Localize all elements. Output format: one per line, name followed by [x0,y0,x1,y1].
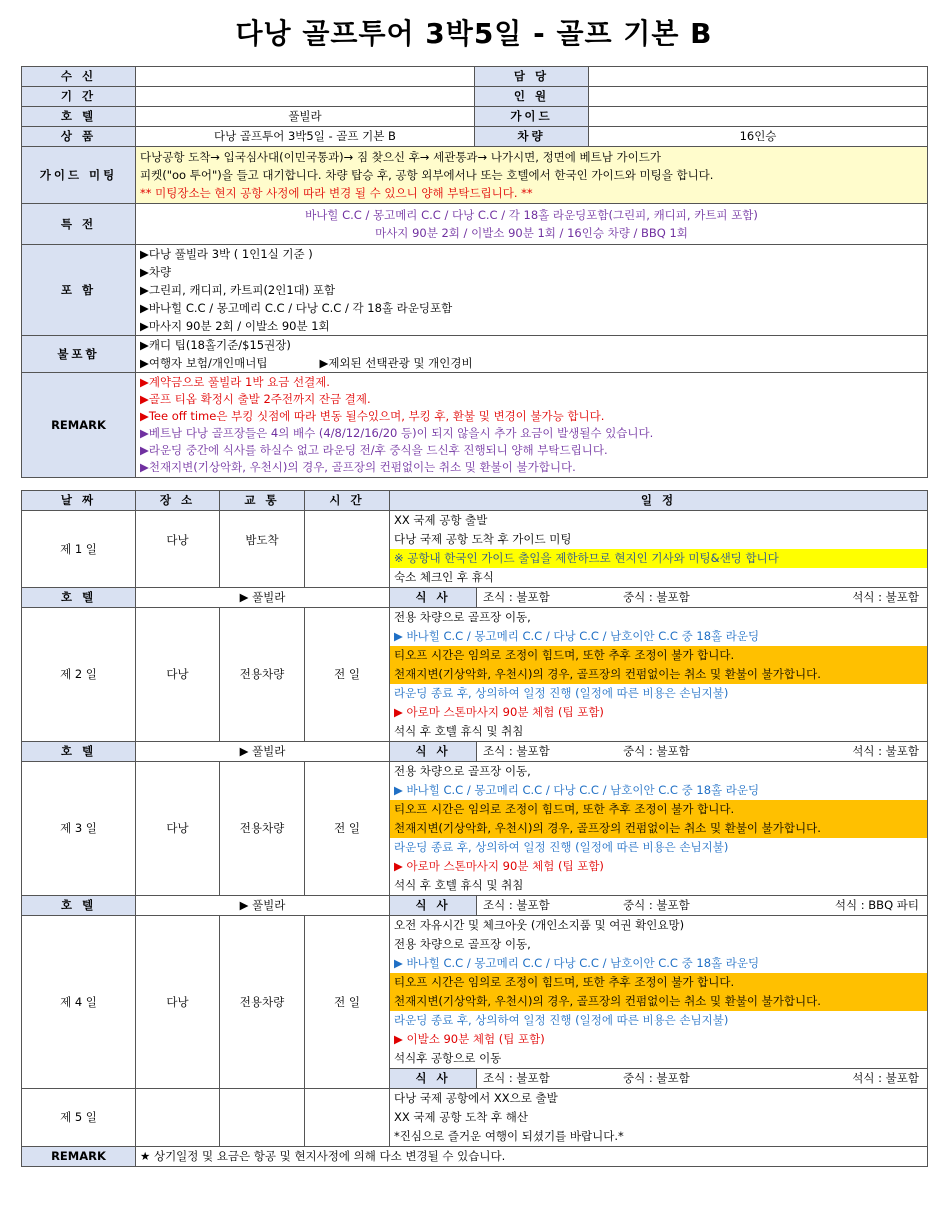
day2-massage: ▶ 아로마 스톤마사지 90분 체험 (팁 포함) [390,703,928,722]
hotel-value: 풀빌라 [136,107,475,127]
day1-place: 다낭 [136,511,220,588]
day5-line: 다낭 국제 공항에서 XX으로 출발 [390,1089,928,1109]
meal-dinner: 석식 : 불포함 [852,590,919,604]
day3-label: 제 3 일 [22,762,136,896]
day3-hotel-value: ▶ 풀빌라 [136,896,390,916]
meeting-line: 피켓("oo 투어")을 들고 대기합니다. 차량 탑승 후, 공항 외부에서나 또는 호텔에서 한국인 가이드와 미팅을 합니다. [140,168,714,182]
page-title: 다낭 골프투어 3박5일 - 골프 기본 B [235,17,713,50]
meal-label: 식 사 [390,588,477,607]
include-content [136,245,928,336]
header-time: 시 간 [305,491,390,511]
manager-label: 담 당 [475,67,589,87]
day5-label: 제 5 일 [22,1089,136,1147]
day2-teeoff-notice: 티오프 시간은 임의로 조정이 힘드며, 또한 추후 조정이 불가 합니다. [390,646,928,665]
day4-time: 전 일 [305,916,390,1089]
remark-line: ▶천재지변(기상악화, 우천시)의 경우, 골프장의 컨펌없이는 취소 및 환불이 불가합니다. [140,460,576,474]
day1-hotel-value: ▶ 풀빌라 [136,588,390,608]
day3-line: 전용 차량으로 골프장 이동, [390,762,928,782]
day3-course: ▶ 바나힐 C.C / 몽고메리 C.C / 다낭 C.C / 남호이안 C.C 중 18홀 라운딩 [390,781,928,800]
day5-time [305,1089,390,1147]
special-line: 바나힐 C.C / 몽고메리 C.C / 다낭 C.C / 각 18홀 라운딩포함(그린피, 캐디피, 카트피 포함) [305,208,758,222]
include-line: ▶바나힐 C.C / 몽고메리 C.C / 다낭 C.C / 각 18홀 라운딩포함 [140,301,453,315]
day3-line: 석식 후 호텔 휴식 및 취침 [390,876,928,896]
day1-time [305,511,390,588]
header-transport: 교 통 [220,491,305,511]
period-value [136,87,475,107]
exclude-label: 불포함 [22,336,136,373]
meeting-line: 다낭공항 도착→ 입국심사대(이민국통과)→ 짐 찾으신 후→ 세관통과→ 나가시면, 정면에 베트남 가이드가 [140,150,661,164]
header-place: 장 소 [136,491,220,511]
day4-weather-notice: 천재지변(기상악화, 우천시)의 경우, 골프장의 컨펌없이는 취소 및 환불이 불가합니다. [390,992,928,1011]
day4-place: 다낭 [136,916,220,1089]
meal-lunch: 중식 : 불포함 [623,590,690,604]
exclude-content [136,336,928,373]
meal-label: 식 사 [390,896,477,915]
meal-dinner: 석식 : BBQ 파티 [834,898,919,912]
day2-course: ▶ 바나힐 C.C / 몽고메리 C.C / 다낭 C.C / 남호이안 C.C 중 18홀 라운딩 [390,627,928,646]
day2-time: 전 일 [305,608,390,742]
guide-value [589,107,928,127]
meal-breakfast: 조식 : 불포함 [483,898,550,912]
include-line: ▶마사지 90분 2회 / 이발소 90분 1회 [140,319,330,333]
day2-meals [390,742,928,762]
meeting-notice: ** 미팅장소는 현지 공항 사정에 따라 변경 될 수 있으니 양해 부탁드립니다. ** [140,186,533,200]
meal-lunch: 중식 : 불포함 [623,1071,690,1085]
day2-line: 석식 후 호텔 휴식 및 취침 [390,722,928,742]
day3-weather-notice: 천재지변(기상악화, 우천시)의 경우, 골프장의 컨펌없이는 취소 및 환불이 불가합니다. [390,819,928,838]
period-label: 기 간 [22,87,136,107]
remark-line: ▶골프 티옵 확정시 출발 2주전까지 잔금 결제. [140,392,371,406]
special-line: 마사지 90분 2회 / 이발소 90분 1회 / 16인승 차량 / BBQ 1회 [375,226,688,240]
meal-label: 식 사 [390,742,477,761]
day3-time: 전 일 [305,762,390,896]
include-line: ▶차량 [140,265,172,279]
remark-content [136,373,928,478]
meal-breakfast: 조식 : 불포함 [483,590,550,604]
remark-line: ▶계약금으로 풀빌라 1박 요금 선결제. [140,375,330,389]
day4-barber: ▶ 이발소 90분 체험 (팁 포함) [390,1030,928,1049]
day1-label: 제 1 일 [22,511,136,588]
day1-notice: ※ 공항내 한국인 가이드 출입을 제한하므로 현지인 기사와 미팅&샌딩 합니다 [390,549,928,568]
recipient-label: 수 신 [22,67,136,87]
hotel-label: 호 텔 [22,107,136,127]
meal-label: 식 사 [390,1069,477,1088]
guide-label: 가이드 [475,107,589,127]
product-value: 다낭 골프투어 3박5일 - 골프 기본 B [136,127,475,147]
vehicle-value: 16인승 [589,127,928,147]
people-value [589,87,928,107]
day1-meals [390,588,928,608]
special-content [136,204,928,245]
meal-breakfast: 조식 : 불포함 [483,1071,550,1085]
day2-hotel-value: ▶ 풀빌라 [136,742,390,762]
exclude-item: ▶여행자 보험/개인매너팁 [140,356,268,370]
day4-line: 오전 자유시간 및 체크아웃 (개인소지품 및 여권 확인요망) [390,916,928,936]
day3-teeoff-notice: 티오프 시간은 임의로 조정이 힘드며, 또한 추후 조정이 불가 합니다. [390,800,928,819]
header-itinerary: 일 정 [390,491,928,511]
day2-weather-notice: 천재지변(기상악화, 우천시)의 경우, 골프장의 컨펌없이는 취소 및 환불이 불가합니다. [390,665,928,684]
include-label: 포 함 [22,245,136,336]
schedule-table [21,490,928,1167]
day3-meals [390,896,928,916]
day5-line: *진심으로 즐거운 여행이 되셨기를 바랍니다.* [390,1127,928,1147]
day3-place: 다낭 [136,762,220,896]
day3-hotel-label: 호 텔 [22,896,136,916]
day3-line: 라운딩 종료 후, 상의하여 일정 진행 (일정에 따른 비용은 손님지불) [390,838,928,857]
day4-course: ▶ 바나힐 C.C / 몽고메리 C.C / 다낭 C.C / 남호이안 C.C 중 18홀 라운딩 [390,954,928,973]
day2-place: 다낭 [136,608,220,742]
day2-hotel-label: 호 텔 [22,742,136,762]
schedule-remark-label: REMARK [22,1147,136,1167]
day2-label: 제 2 일 [22,608,136,742]
meal-breakfast: 조식 : 불포함 [483,744,550,758]
header-date: 날 짜 [22,491,136,511]
day4-transport: 전용차량 [220,916,305,1089]
remark-line: ▶Tee off time은 부킹 싯점에 따라 변동 될수있으며, 부킹 후, 환불 및 변경이 불가능 합니다. [140,409,605,423]
day4-line: 석식후 공항으로 이동 [390,1049,928,1069]
day4-label: 제 4 일 [22,916,136,1089]
meeting-label: 가이드 미팅 [22,147,136,204]
exclude-line [140,354,923,372]
day4-line: 라운딩 종료 후, 상의하여 일정 진행 (일정에 따른 비용은 손님지불) [390,1011,928,1030]
meal-lunch: 중식 : 불포함 [623,744,690,758]
remark-line: ▶라운딩 중간에 식사를 하실수 없고 라운딩 전/후 중식을 드신후 진행되니 양해 부탁드립니다. [140,443,608,457]
schedule-remark-text: ★ 상기일정 및 요금은 항공 및 현지사정에 의해 다소 변경될 수 있습니다. [136,1147,928,1167]
day1-line: 숙소 체크인 후 휴식 [390,568,928,588]
day2-transport: 전용차량 [220,608,305,742]
day4-teeoff-notice: 티오프 시간은 임의로 조정이 힘드며, 또한 추후 조정이 불가 합니다. [390,973,928,992]
manager-value [589,67,928,87]
day5-transport [220,1089,305,1147]
include-line: ▶그린피, 캐디피, 카트피(2인1대) 포함 [140,283,336,297]
remark-label: REMARK [22,373,136,478]
exclude-item: ▶제외된 선택관광 및 개인경비 [319,356,473,370]
day1-line: XX 국제 공항 출발 [390,511,928,531]
meal-lunch: 중식 : 불포함 [623,898,690,912]
day4-meals [390,1069,928,1089]
vehicle-label: 차량 [475,127,589,147]
remark-line: ▶베트남 다낭 골프장들은 4의 배수 (4/8/12/16/20 등)이 되지 않을시 추가 요금이 발생될수 있습니다. [140,426,654,440]
include-line: ▶다낭 풀빌라 3박 ( 1인1실 기준 ) [140,247,313,261]
meeting-content [136,147,928,204]
day1-line: 다낭 국제 공항 도착 후 가이드 미팅 [390,530,928,549]
meal-dinner: 석식 : 불포함 [852,1071,919,1085]
day3-massage: ▶ 아로마 스톤마사지 90분 체험 (팁 포함) [390,857,928,876]
day5-line: XX 국제 공항 도착 후 해산 [390,1108,928,1127]
special-label: 특 전 [22,204,136,245]
exclude-line: ▶캐디 팁(18홀기준/$15권장) [140,338,291,352]
day1-transport: 밤도착 [220,511,305,588]
meal-dinner: 석식 : 불포함 [852,744,919,758]
info-table [21,66,928,478]
day2-line: 라운딩 종료 후, 상의하여 일정 진행 (일정에 따른 비용은 손님지불) [390,684,928,703]
day4-line: 전용 차량으로 골프장 이동, [390,935,928,954]
day2-line: 전용 차량으로 골프장 이동, [390,608,928,628]
recipient-value [136,67,475,87]
product-label: 상 품 [22,127,136,147]
day1-hotel-label: 호 텔 [22,588,136,608]
day5-place [136,1089,220,1147]
people-label: 인 원 [475,87,589,107]
day3-transport: 전용차량 [220,762,305,896]
